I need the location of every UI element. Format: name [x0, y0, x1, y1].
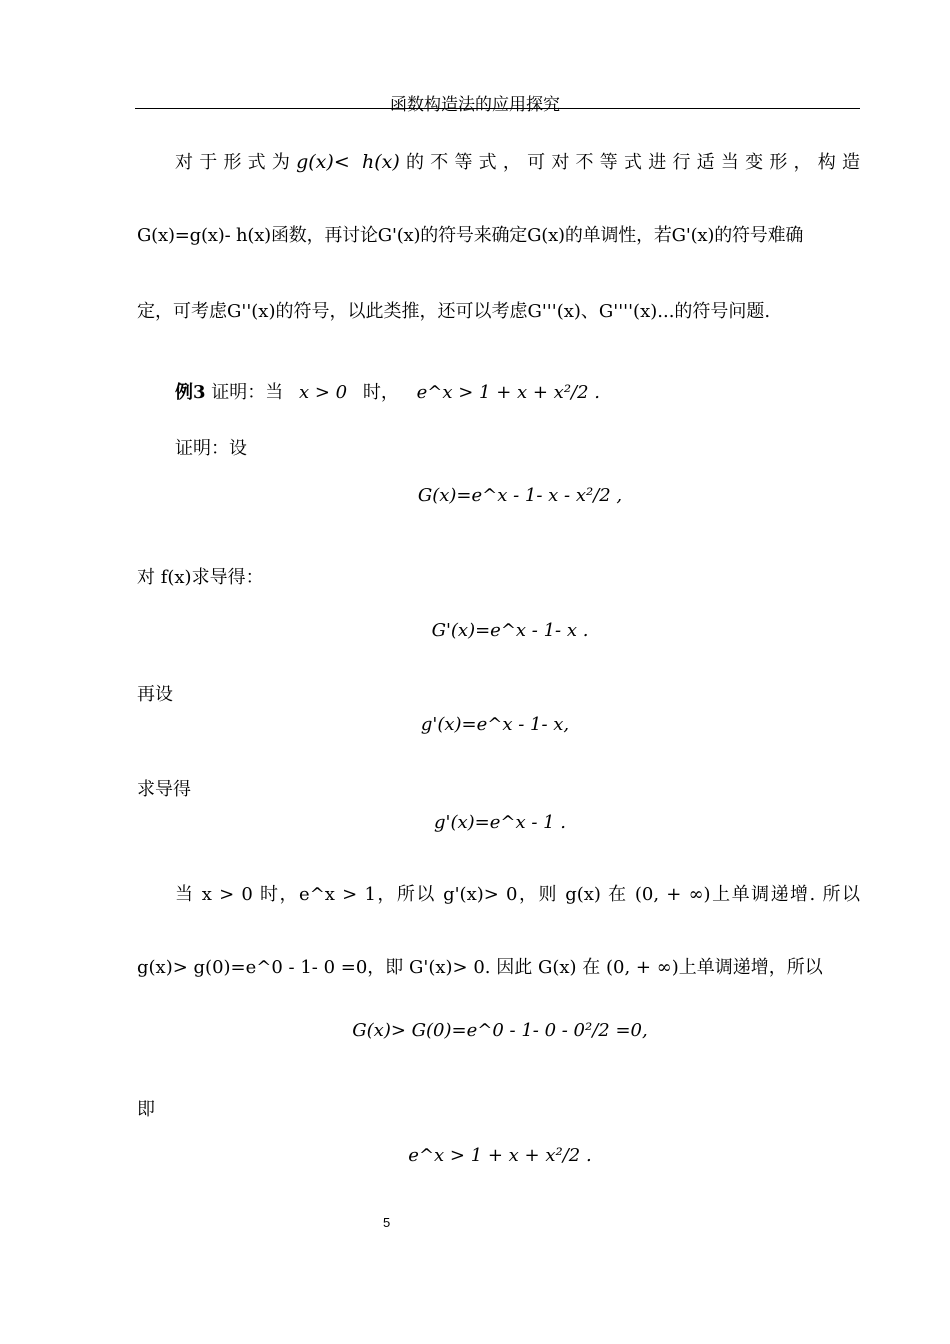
- equation-6: e^x > 1 + x + x²/2 .: [408, 1145, 592, 1166]
- header-rule: [135, 108, 860, 109]
- para1-line1-math: g(x)< h(x): [296, 151, 400, 173]
- page-number: 5: [383, 1215, 391, 1230]
- proof-set-label: 证明：设: [175, 438, 247, 459]
- example-condition: x > 0: [299, 382, 348, 403]
- equation-5: G(x)> G(0)=e^0 - 1- 0 - 0²/2 =0,: [352, 1020, 648, 1041]
- equation-1: G(x)=e^x - 1- x - x²/2 ,: [417, 485, 623, 506]
- para1-line2: G(x)=g(x)- h(x)函数，再讨论G'(x)的符号来确定G(x)的单调性，若G'(x)的符号难确: [137, 225, 804, 246]
- para1-line1: [175, 148, 860, 174]
- equation-4: g'(x)=e^x - 1 .: [433, 812, 567, 833]
- proof-so-label: 即: [137, 1099, 155, 1120]
- example-intro: 证明：当: [211, 382, 284, 403]
- proof-derivative2-label: 求导得: [137, 779, 191, 800]
- para1-line1-suffix: 的不等式，可对不等式进行适当变形，构造: [399, 152, 860, 173]
- para1-line1-prefix: 对于形式为: [175, 152, 297, 173]
- example-line: [175, 378, 600, 404]
- example-label: 例3: [175, 382, 206, 403]
- proof-line6: g(x)> g(0)=e^0 - 1- 0 =0，即 G'(x)> 0. 因此 G(x) 在 (0, + ∞)上单调递增，所以: [137, 957, 823, 978]
- equation-2: G'(x)=e^x - 1- x .: [431, 620, 589, 641]
- proof-line5: 当 x > 0 时，e^x > 1，所以 g'(x)> 0，则 g(x) 在 (0, + ∞)上单调递增. 所以: [175, 884, 860, 905]
- equation-3: g'(x)=e^x - 1- x,: [420, 714, 570, 735]
- example-claim: e^x > 1 + x + x²/2 .: [416, 382, 601, 403]
- para1-line3: 定，可考虑G''(x)的符号，以此类推，还可以考虑G'''(x)、G''''(x)...的符号问题.: [137, 301, 771, 322]
- proof-reset-label: 再设: [137, 684, 173, 705]
- page-header: 函数构造法的应用探究: [390, 95, 560, 115]
- example-when: 时，: [362, 382, 399, 403]
- proof-derivative-label: 对 f(x)求导得：: [137, 567, 264, 588]
